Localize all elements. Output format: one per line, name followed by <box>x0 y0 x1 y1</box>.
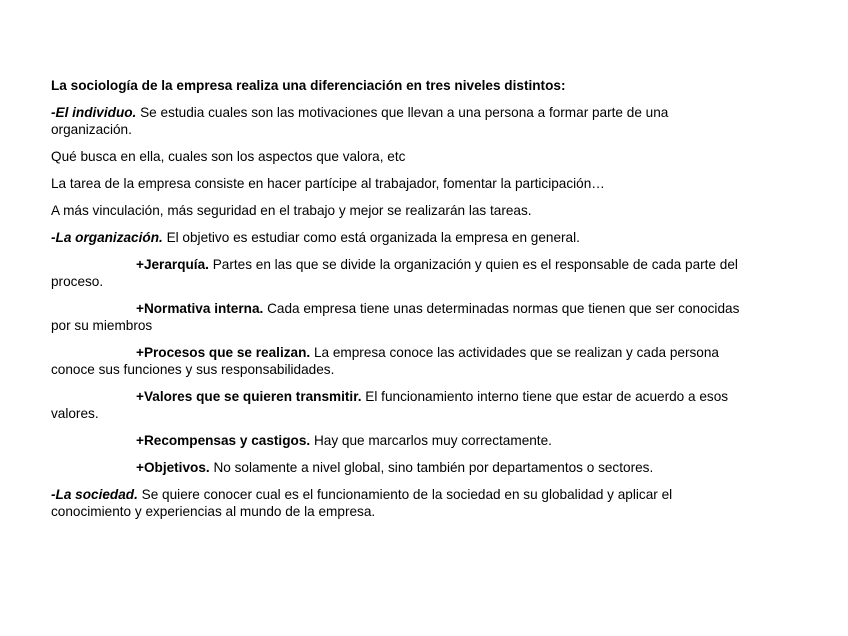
item-recompensas-text: Hay que marcarlos muy correctamente. <box>310 433 552 448</box>
paragraph-individuo <box>51 104 751 138</box>
organizacion-text: El objetivo es estudiar como está organizada la empresa en general. <box>162 230 580 245</box>
paragraph-sociedad <box>51 486 751 520</box>
individuo-text: Se estudia cuales son las motivaciones que llevan a una persona a formar parte de una organización. <box>51 105 669 137</box>
item-objetivos <box>51 459 751 476</box>
paragraph-busca: Qué busca en ella, cuales son los aspectos que valora, etc <box>51 149 406 164</box>
item-normativa-text: Cada empresa tiene unas determinadas normas que tienen que ser conocidas por su miembros <box>51 301 740 333</box>
individuo-label: -El individuo. <box>51 105 137 120</box>
document-page <box>51 77 751 530</box>
item-procesos-label: +Procesos que se realizan. <box>136 345 311 360</box>
item-procesos <box>51 344 751 378</box>
sociedad-text: Se quiere conocer cual es el funcionamiento de la sociedad en su globalidad y aplicar el conocimiento y experiencias al mundo de la empresa. <box>51 487 673 519</box>
item-valores-label: +Valores que se quieren transmitir. <box>136 389 362 404</box>
document-heading: La sociología de la empresa realiza una diferenciación en tres niveles distintos: <box>51 78 566 93</box>
item-jerarquia <box>51 256 751 290</box>
paragraph-vinculacion: A más vinculación, más seguridad en el trabajo y mejor se realizarán las tareas. <box>51 203 532 218</box>
item-valores-text: El funcionamiento interno tiene que estar de acuerdo a esos valores. <box>51 389 729 421</box>
item-recompensas-label: +Recompensas y castigos. <box>136 433 311 448</box>
organizacion-label: -La organización. <box>51 230 163 245</box>
item-recompensas <box>51 432 751 449</box>
item-procesos-text: La empresa conoce las actividades que se realizan y cada persona conoce sus funciones y sus responsabilidades. <box>51 345 719 377</box>
item-normativa <box>51 300 751 334</box>
item-valores <box>51 388 751 422</box>
item-jerarquia-text: Partes en las que se divide la organización y quien es el responsable de cada parte del proceso. <box>51 257 738 289</box>
item-jerarquia-label: +Jerarquía. <box>136 257 209 272</box>
item-objetivos-label: +Objetivos. <box>136 460 210 475</box>
paragraph-tarea: La tarea de la empresa consiste en hacer partícipe al trabajador, fomentar la participación… <box>51 176 605 191</box>
sociedad-label: -La sociedad. <box>51 487 138 502</box>
item-normativa-label: +Normativa interna. <box>136 301 264 316</box>
paragraph-organizacion <box>51 229 751 246</box>
item-objetivos-text: No solamente a nivel global, sino también por departamentos o sectores. <box>209 460 654 475</box>
